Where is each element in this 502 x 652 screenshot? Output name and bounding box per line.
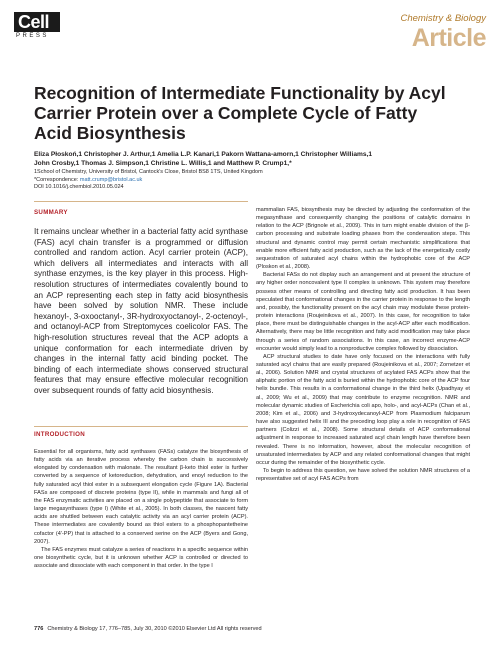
intro-paragraph: Essential for all organisms, fatty acid synthases (FASs) catalyze the biosynthesis of fatty acids via an iterative process whereby the carbon chain is successively elongated by condensation with malonate. The resultant β-keto thiol ester is further converted by a sequence of ketoreduction, dehydration, and enoyl reduction to the fully saturated acyl thiol ester in a subsequent elongation cycle (Figure 1A). Bacterial FASs are composed of discrete proteins (type II), while in mammals and fungi all of the FAS enzymatic activities are placed on a single polypeptide that associate to form large megasynthases (type I) (White et al., 2005). In both classes, the nascent fatty acids are shuttled between each catalytic activity via an acyl carrier protein (ACP). These intermediates are covalently bound as thiol esters to a phosphopantetheine cofactor (4′-PP) that is attached to a conserved serine on the ACP (Byers and Gong, 2007). xyxy=(34,449,248,545)
affiliation-block xyxy=(34,169,474,192)
footer-citation: Chemistry & Biology 17, 776–785, July 30, 2010 ©2010 Elsevier Ltd All rights reserved xyxy=(47,626,262,632)
author-list xyxy=(34,150,474,168)
author-line: John Crosby,1 Thomas J. Simpson,1 Christine L. Willis,1 and Matthew P. Crump1,* xyxy=(34,160,292,167)
intro-divider xyxy=(34,426,248,427)
summary-divider xyxy=(34,201,248,202)
right-column-text xyxy=(256,206,470,483)
doi-line[interactable]: DOI 10.1016/j.chembiol.2010.05.024 xyxy=(34,184,124,191)
introduction-heading: INTRODUCTION xyxy=(34,431,86,438)
author-line: Eliza Płoskoń,1 Christopher J. Arthur,1 Amelia L.P. Kanari,1 Pakorn Wattana-amorn,1 Christopher Williams,1 xyxy=(34,151,373,158)
body-paragraph: ACP structural studies to date have only focused on the interactions with fully saturated acyl chains that are easily prepared (Roujeinikova et al., 2007; Zornetzer et al., 2006). Solution NMR and crystal structures of acylated FAS ACPs show that the aliphatic portion of the fatty acid is buried within the hydrophobic core of the ACP four helix bundle. This results in a conformational change in the third helix (Upadhyay et al., 2009; Wu et al., 2009) that may contribute to enzyme recognition. NMR and molecular dynamic studies of Escherichia coli apo, holo-, and acyl-ACPs (Chan et al., 2008; Kim et al., 2006) and 3-hydroxydecanoyl-ACP from Plasmodium falciparum have also suggested helix III and the preceding loop play a role in recognition of FAS partners (Colizzi et al., 2008). Some structural details of ACP conformational adjustment in response to increased saturated acyl chain length have therefore been revealed. There is no information, however, about the molecular recognition of unsaturated intermediates by ACP and any related conformational changes that might occur during the remainder of the biosynthetic cycle. xyxy=(256,353,470,466)
body-paragraph: To begin to address this question, we have solved the solution NMR structures of a representative set of acyl FAS ACPs from xyxy=(256,468,470,483)
logo-main: Cell xyxy=(14,12,60,32)
email-link[interactable]: matt.crump@bristol.ac.uk xyxy=(79,176,143,183)
intro-paragraph: The FAS enzymes must catalyze a series of reactions in a specific sequence within one biosynthetic cycle, but it is unknown whether ACP is controlled or directed to associate and dissociate with each component in that order. In the type I xyxy=(34,546,248,570)
logo-sub: PRESS xyxy=(16,33,49,39)
correspondence-line xyxy=(34,177,474,185)
body-paragraph: Bacterial FASs do not display such an arrangement and at present the structure of any higher order noncovalent type II complex is unknown. This system may therefore possess other means of controlling and directing fatty acid production. It has been speculated that conformational changes in the carrier protein in response to the length and, possibly, the functionality present on the acyl chain may modulate these protein-protein interactions (Roujeinikova et al., 2007). In this case, for recognition to take place, there must be distinguishable changes in the acyl-ACP after each modification. Alternatively, there may be little recognition and fatty acid modification may take place through a series of random associations. In this case, an incorrect enzyme-ACP encounter would simply lead to a nonproductive complex followed by dissociation. xyxy=(256,272,470,352)
paper-title: Recognition of Intermediate Functionality by Acyl Carrier Protein over a Complete Cycle of Fatty Acid Biosynthesis xyxy=(34,83,446,143)
cell-press-logo xyxy=(14,12,60,39)
affiliation-line: 1School of Chemistry, University of Bristol, Cantock's Close, Bristol BS8 1TS, United Kingdom xyxy=(34,169,263,175)
page-footer xyxy=(34,626,262,632)
summary-heading: SUMMARY xyxy=(34,209,68,216)
journal-name: Chemistry & Biology xyxy=(400,13,486,24)
page-number: 776 xyxy=(34,626,44,632)
introduction-text xyxy=(34,448,248,570)
summary-text: It remains unclear whether in a bacterial fatty acid synthase (FAS) acyl chain transfer is a programmed or diffusion controlled and random action. Acyl carrier protein (ACP), which delivers all intermediates and interacts with all synthase enzymes, is the key player in this process. High-resolution structures of intermediates covalently bound to an ACP representing each step in fatty acid biosynthesis have been solved by solution NMR. These include hexanoyl-, 3-oxooctanyl-, 3R-hydroxyoctanoyl-, 2-octenoyl-, and octanoyl-ACP from Streptomyces coelicolor FAS. The high-resolution structures reveal that the ACP adopts a unique conformation for each intermediate driven by changes in the internal fatty acid binding pocket. The binding of each intermediate shows conserved structural features that may ensure effective molecular recognition over subsequent rounds of fatty acid biosynthesis. xyxy=(34,227,248,395)
correspondence-label: *Correspondence: xyxy=(34,176,80,183)
body-paragraph: mammalian FAS, biosynthesis may be directed by adjusting the conformation of the megasynthase and consequently changing the positions of catalytic domains in relation to the ACP (Brignole et al., 2009). This in turn might enable division of the β-carbon processing and substrate loading phases from the condensation steps. This structural and dynamic control may permit certain mechanistic simplifications that enable more efficient fatty acid production, such as the lack of the energetically costly sequestration of saturated acyl chains within the hydrophobic core of the ACP (Ploskon et al., 2008). xyxy=(256,207,470,271)
article-type: Article xyxy=(411,24,486,52)
